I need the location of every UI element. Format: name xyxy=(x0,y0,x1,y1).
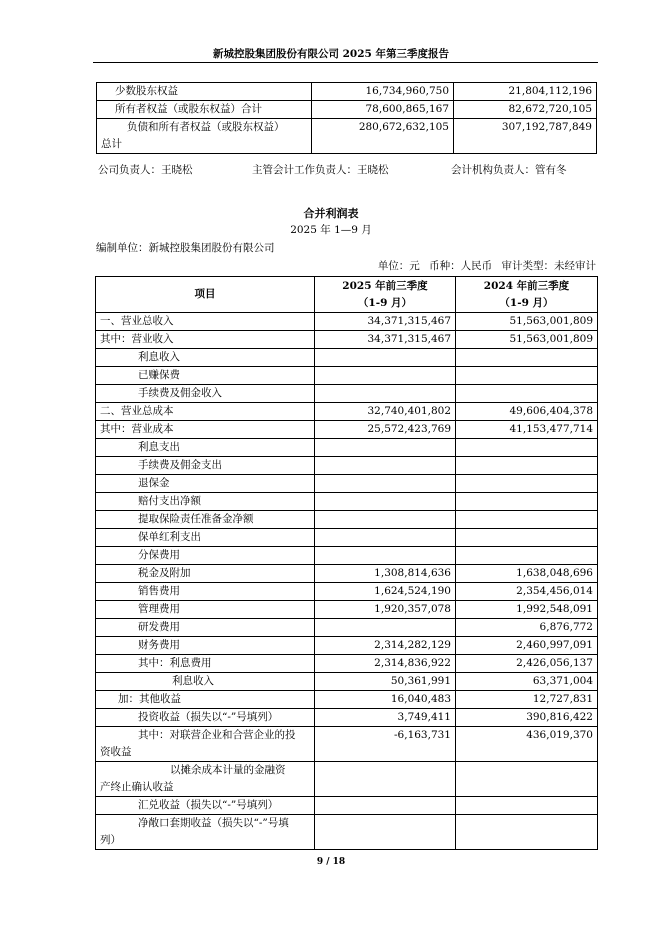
value-2024 xyxy=(456,457,598,475)
row-label-line2: 总计 xyxy=(101,138,122,150)
value-2024 xyxy=(456,385,598,403)
row-label: 销售费用 xyxy=(96,583,315,601)
company-head-signature: 公司负责人：王晓松 xyxy=(98,164,193,176)
value-2025: 25,572,423,769 xyxy=(315,421,456,439)
value-2025 xyxy=(315,511,456,529)
statement-period: 2025 年 1—9 月 xyxy=(290,224,372,236)
table-row xyxy=(96,349,598,367)
row-label xyxy=(96,815,315,850)
row-label-line1: 以摊余成本计量的金融资 xyxy=(170,764,286,776)
row-label: 加：其他收益 xyxy=(96,691,315,709)
value-2024: 12,727,831 xyxy=(456,691,598,709)
row-label: 其中：营业收入 xyxy=(96,331,315,349)
row-label: 提取保险责任准备金净额 xyxy=(96,511,315,529)
row-label-line2: 列） xyxy=(100,834,121,846)
column-header-2025-line1: 2025 年前三季度 xyxy=(342,279,428,292)
value-2025: 1,920,357,078 xyxy=(315,601,456,619)
value-2024: 41,153,477,714 xyxy=(456,421,598,439)
value-2025 xyxy=(315,547,456,565)
value-2025: 2,314,282,129 xyxy=(315,637,456,655)
table-row xyxy=(96,547,598,565)
row-label: 少数股东权益 xyxy=(97,83,312,101)
row-label: 赔付支出净额 xyxy=(96,493,315,511)
value-2024: 63,371,004 xyxy=(456,673,598,691)
value-2025 xyxy=(315,493,456,511)
row-label: 利息支出 xyxy=(96,439,315,457)
table-row xyxy=(96,727,598,762)
value-2024: 2,354,456,014 xyxy=(456,583,598,601)
value-2025 xyxy=(315,439,456,457)
currency-label: 币种：人民币 xyxy=(429,260,493,272)
row-label: 利息收入 xyxy=(96,673,315,691)
value-2025 xyxy=(315,619,456,637)
table-row xyxy=(96,691,598,709)
value-2024 xyxy=(456,529,598,547)
value-2024: 2,426,056,137 xyxy=(456,655,598,673)
value-2024: 1,638,048,696 xyxy=(456,565,598,583)
value-2025: -6,163,731 xyxy=(315,727,456,762)
column-header-2025-line2: （1-9 月） xyxy=(357,296,413,309)
value-2024 xyxy=(456,511,598,529)
table-row xyxy=(96,565,598,583)
row-label: 手续费及佣金收入 xyxy=(96,385,315,403)
row-label-line2: 产终止确认收益 xyxy=(100,781,174,793)
table-row xyxy=(96,421,598,439)
value-2025: 32,740,401,802 xyxy=(315,403,456,421)
value-2024 xyxy=(456,493,598,511)
value-2024 xyxy=(456,547,598,565)
value-2025 xyxy=(315,797,456,815)
table-row xyxy=(97,83,597,101)
table-row xyxy=(96,637,598,655)
table-row xyxy=(96,367,598,385)
table-row xyxy=(96,511,598,529)
value-2025: 50,361,991 xyxy=(315,673,456,691)
value-2024 xyxy=(456,367,598,385)
table-row xyxy=(96,331,598,349)
table-row xyxy=(96,457,598,475)
table-row xyxy=(96,403,598,421)
row-label: 管理费用 xyxy=(96,601,315,619)
value-2024: 21,804,112,196 xyxy=(454,83,597,101)
value-2025: 280,672,632,105 xyxy=(312,119,454,154)
value-2025 xyxy=(315,529,456,547)
column-header-2025 xyxy=(315,277,456,313)
value-2025 xyxy=(315,385,456,403)
value-2024: 436,019,370 xyxy=(456,727,598,762)
row-label-line1: 负债和所有者权益（或股东权益） xyxy=(127,121,285,133)
value-2024 xyxy=(456,762,598,797)
table-row xyxy=(96,655,598,673)
table-row xyxy=(96,475,598,493)
value-2025 xyxy=(315,815,456,850)
table-row xyxy=(96,313,598,331)
value-2025 xyxy=(315,762,456,797)
row-label xyxy=(97,119,312,154)
value-2025: 16,734,960,750 xyxy=(312,83,454,101)
value-2024 xyxy=(456,475,598,493)
table-row xyxy=(96,493,598,511)
row-label: 其中：利息费用 xyxy=(96,655,315,673)
row-label-line2: 资收益 xyxy=(100,746,132,758)
unit-label: 单位：元 xyxy=(377,260,420,272)
column-header-2024-line2: （1-9 月） xyxy=(499,296,554,309)
row-label: 其中：营业成本 xyxy=(96,421,315,439)
report-header: 新城控股集团股份有限公司 2025 年第三季度报告 xyxy=(212,48,450,60)
table-row xyxy=(96,601,598,619)
table-row xyxy=(96,815,598,850)
row-label: 投资收益（损失以“-”号填列） xyxy=(96,709,315,727)
row-label: 税金及附加 xyxy=(96,565,315,583)
row-label: 汇兑收益（损失以“-”号填列） xyxy=(96,797,315,815)
balance-sheet-tail-table xyxy=(96,82,597,154)
statement-title: 合并利润表 xyxy=(303,207,359,220)
row-label: 一、营业总收入 xyxy=(96,313,315,331)
value-2024 xyxy=(456,349,598,367)
table-row xyxy=(96,583,598,601)
value-2024: 2,460,997,091 xyxy=(456,637,598,655)
column-header-2024 xyxy=(456,277,598,313)
value-2025 xyxy=(315,457,456,475)
value-2025: 3,749,411 xyxy=(315,709,456,727)
value-2024: 51,563,001,809 xyxy=(456,313,598,331)
row-label: 已赚保费 xyxy=(96,367,315,385)
value-2025 xyxy=(315,475,456,493)
row-label: 退保金 xyxy=(96,475,315,493)
value-2025: 16,040,483 xyxy=(315,691,456,709)
table-row xyxy=(96,385,598,403)
header-rule xyxy=(93,62,598,63)
value-2024: 6,876,772 xyxy=(456,619,598,637)
table-header-row xyxy=(96,277,598,313)
row-label-line1: 净敞口套期收益（损失以“-”号填 xyxy=(138,817,289,829)
column-header-2024-line1: 2024 年前三季度 xyxy=(483,279,570,292)
value-2025: 1,624,524,190 xyxy=(315,583,456,601)
table-row xyxy=(97,119,597,154)
value-2024: 49,606,404,378 xyxy=(456,403,598,421)
row-label: 二、营业总成本 xyxy=(96,403,315,421)
value-2024: 51,563,001,809 xyxy=(456,331,598,349)
value-2025 xyxy=(315,349,456,367)
row-label: 研发费用 xyxy=(96,619,315,637)
row-label xyxy=(96,762,315,797)
row-label: 保单红利支出 xyxy=(96,529,315,547)
column-header-item: 项目 xyxy=(96,277,315,313)
row-label: 财务费用 xyxy=(96,637,315,655)
table-row xyxy=(96,529,598,547)
table-row xyxy=(96,673,598,691)
compiler-unit: 编制单位：新城控股集团股份有限公司 xyxy=(96,242,275,254)
income-statement-table xyxy=(95,276,598,850)
value-2024 xyxy=(456,815,598,850)
value-2024 xyxy=(456,439,598,457)
table-row xyxy=(96,709,598,727)
unit-line xyxy=(372,258,596,273)
table-row xyxy=(96,619,598,637)
accounting-org-head-signature: 会计机构负责人：管有冬 xyxy=(451,164,567,176)
page-number: 9 / 18 xyxy=(316,857,346,867)
value-2024 xyxy=(456,797,598,815)
audit-type-label: 审计类型：未经审计 xyxy=(501,260,596,272)
value-2025: 1,308,814,636 xyxy=(315,565,456,583)
accounting-head-signature: 主管会计工作负责人：王晓松 xyxy=(252,164,389,176)
value-2024: 390,816,422 xyxy=(456,709,598,727)
value-2025: 78,600,865,167 xyxy=(312,101,454,119)
table-row xyxy=(96,762,598,797)
table-row xyxy=(97,101,597,119)
row-label: 手续费及佣金支出 xyxy=(96,457,315,475)
row-label xyxy=(96,727,315,762)
row-label: 分保费用 xyxy=(96,547,315,565)
value-2024: 82,672,720,105 xyxy=(454,101,597,119)
value-2024: 307,192,787,849 xyxy=(454,119,597,154)
table-row xyxy=(96,797,598,815)
row-label: 所有者权益（或股东权益）合计 xyxy=(97,101,312,119)
row-label: 利息收入 xyxy=(96,349,315,367)
value-2024: 1,992,548,091 xyxy=(456,601,598,619)
table-row xyxy=(96,439,598,457)
value-2025: 34,371,315,467 xyxy=(315,331,456,349)
value-2025: 34,371,315,467 xyxy=(315,313,456,331)
income-statement-rows xyxy=(96,313,598,850)
value-2025: 2,314,836,922 xyxy=(315,655,456,673)
value-2025 xyxy=(315,367,456,385)
row-label-line1: 其中：对联营企业和合营企业的投 xyxy=(138,729,296,741)
